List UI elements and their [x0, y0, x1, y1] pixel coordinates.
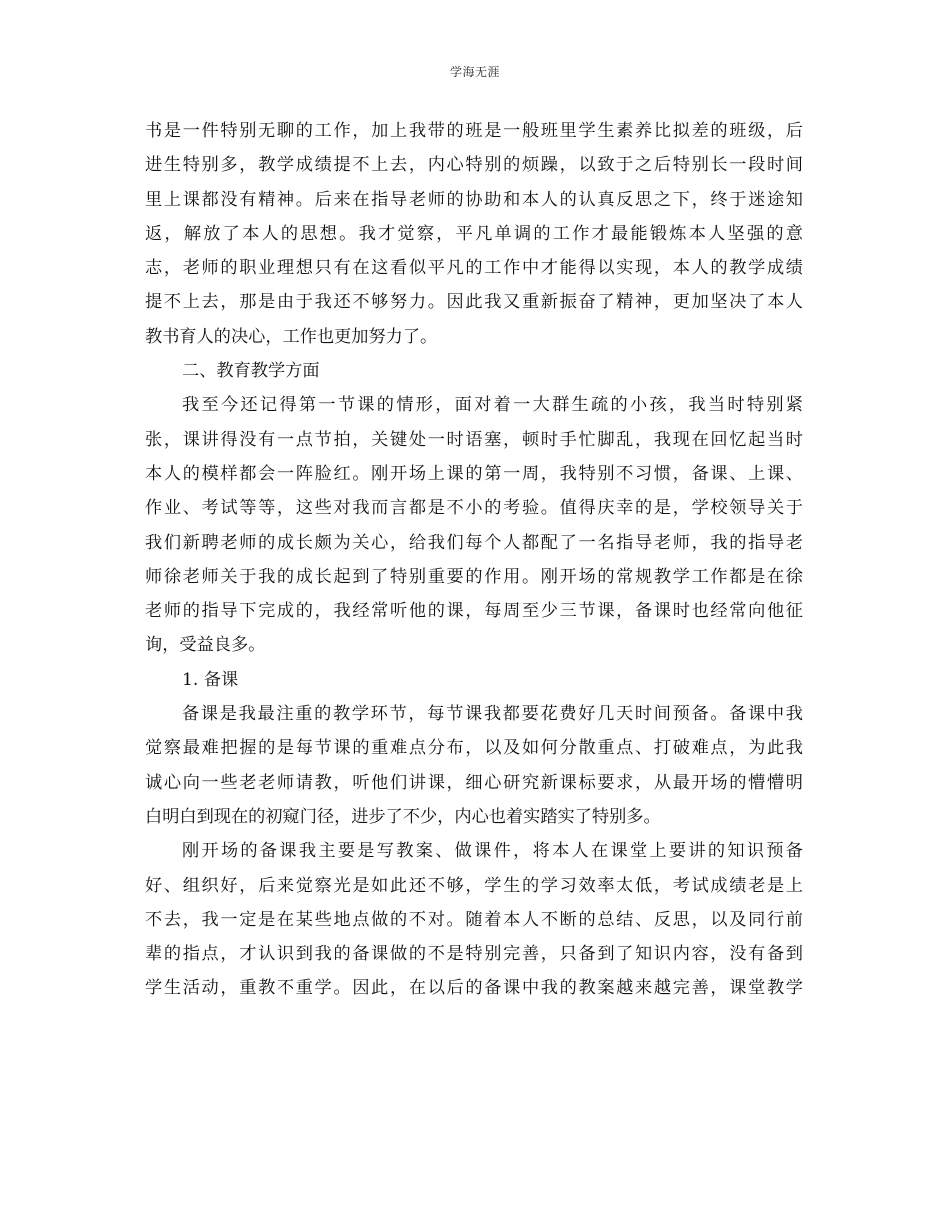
text-line: 书是一件特别无聊的工作，加上我带的班是一般班里学生素养比拟差的班级，后 [145, 121, 803, 141]
text-line: 学生活动，重教不重学。因此，在以后的备课中我的教案越来越完善，课堂教学 [145, 978, 803, 999]
document-body [145, 114, 803, 1006]
text-line: 志，老师的职业理想只有在这看似平凡的工作中才能得以实现，本人的教学成绩 [145, 258, 803, 279]
text-line: 诚心向一些老老师请教，听他们讲课，细心研究新课标要求，从最开场的懵懵明 [145, 772, 803, 793]
text-line: 备课是我最注重的教学环节，每节课我都要花费好几天时间预备。备课中我 [182, 704, 803, 725]
page-header: 学海无涯 [449, 65, 500, 79]
subsection-heading: 1. 备课 [182, 669, 239, 690]
text-line: 作业、考试等等，这些对我而言都是不小的考验。值得庆幸的是，学校领导关于 [145, 498, 803, 519]
text-line: 好、组织好，后来觉察光是如此还不够，学生的学习效率太低，考试成绩老是上 [145, 875, 803, 896]
text-line: 张，课讲得没有一点节拍，关键处一时语塞，顿时手忙脚乱，我现在回忆起当时 [145, 429, 803, 450]
text-line: 教书育人的决心，工作也更加努力了。 [145, 326, 438, 347]
text-line: 白明白到现在的初窥门径，进步了不少，内心也着实踏实了特别多。 [145, 806, 661, 827]
text-line: 返，解放了本人的思想。我才觉察，平凡单调的工作才最能锻炼本人坚强的意 [145, 223, 803, 244]
text-line: 我们新聘老师的成长颇为关心，给我们每个人都配了一名指导老师，我的指导老 [145, 532, 803, 553]
text-line: 刚开场的备课我主要是写教案、做课件，将本人在课堂上要讲的知识预备 [182, 841, 803, 862]
text-line: 师徐老师关于我的成长起到了特别重要的作用。刚开场的常规教学工作都是在徐 [145, 566, 803, 587]
text-line: 辈的指点，才认识到我的备课做的不是特别完善，只备到了知识内容，没有备到 [145, 944, 803, 965]
text-line: 老师的指导下完成的，我经常听他的课，每周至少三节课，备课时也经常向他征 [145, 601, 803, 622]
text-line: 进生特别多，教学成绩提不上去，内心特别的烦躁，以致于之后特别长一段时间 [145, 155, 803, 176]
text-line: 里上课都没有精神。后来在指导老师的协助和本人的认真反思之下，终于迷途知 [145, 189, 803, 210]
text-line: 本人的模样都会一阵脸红。刚开场上课的第一周，我特别不习惯，备课、上课、 [145, 463, 803, 484]
text-line: 我至今还记得第一节课的情形，面对着一大群生疏的小孩，我当时特别紧 [182, 395, 803, 416]
text-line: 觉察最难把握的是每节课的重难点分布，以及如何分散重点、打破难点，为此我 [145, 738, 803, 759]
text-line: 不去，我一定是在某些地点做的不对。随着本人不断的总结、反思，以及同行前 [145, 909, 803, 930]
text-line: 询，受益良多。 [145, 635, 266, 656]
section-heading: 二、教育教学方面 [182, 361, 320, 382]
text-line: 提不上去，那是由于我还不够努力。因此我又重新振奋了精神，更加坚决了本人 [145, 292, 803, 313]
